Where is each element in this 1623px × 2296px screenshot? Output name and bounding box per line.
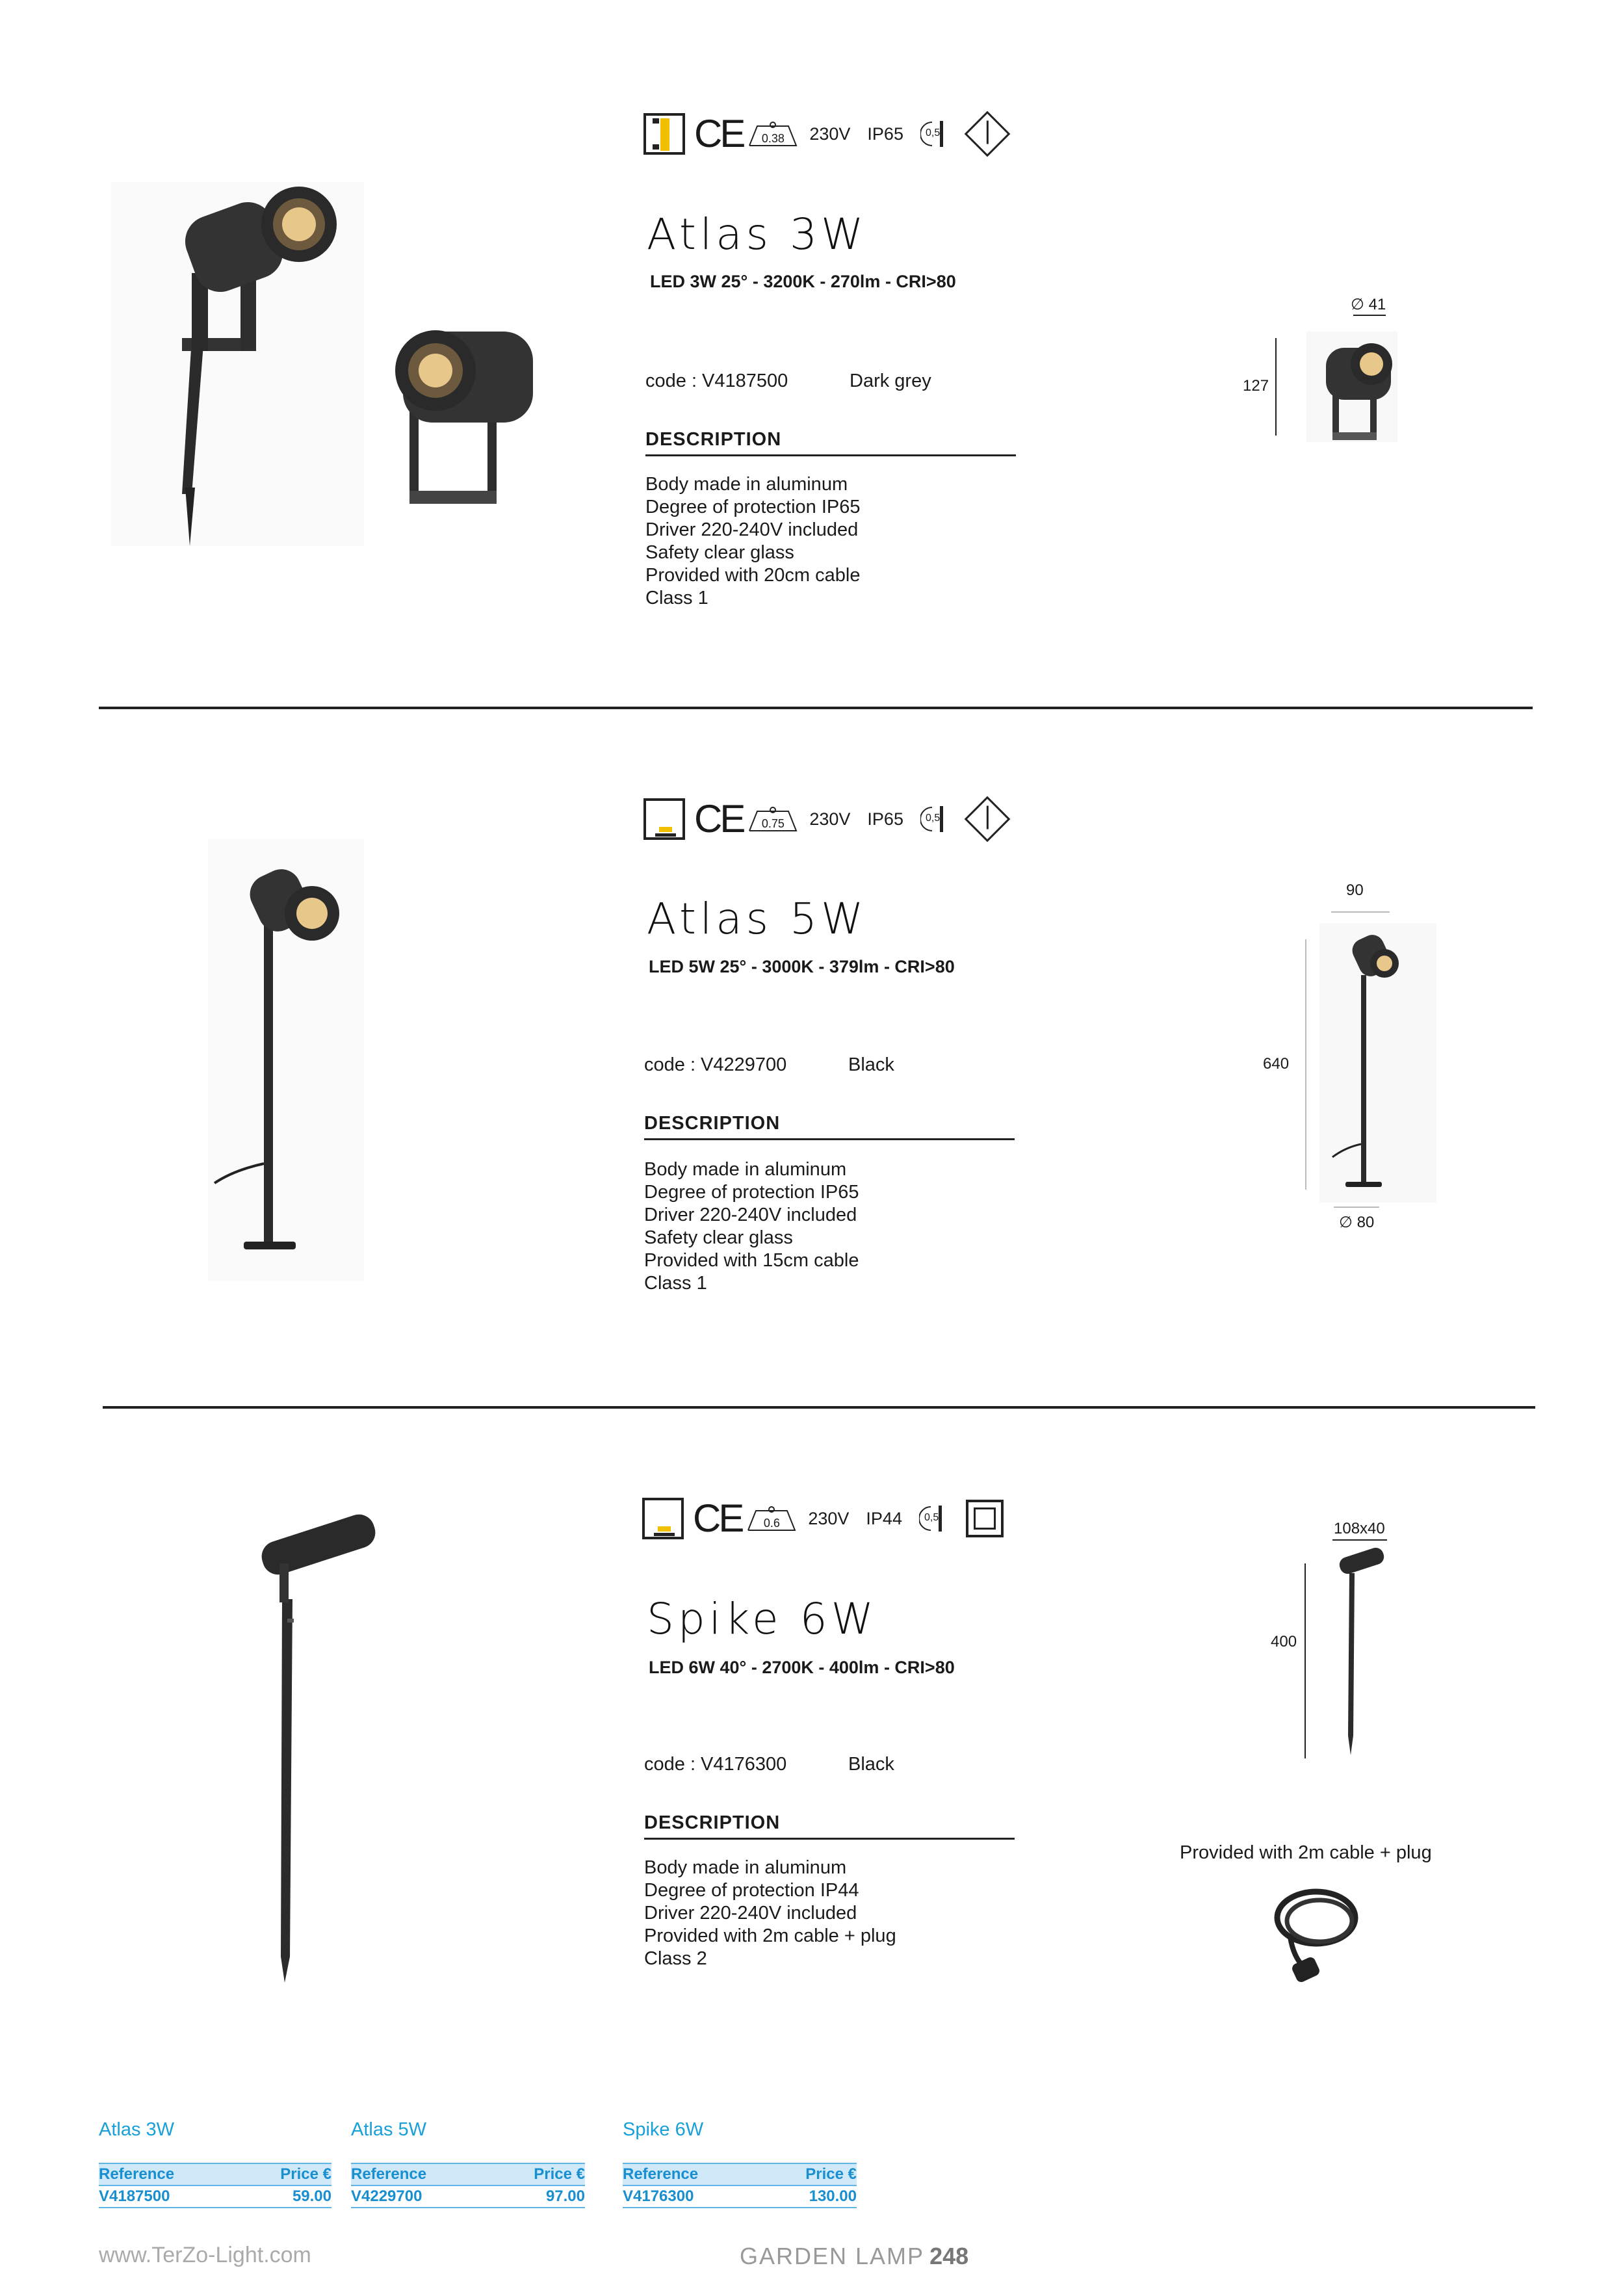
dimension-height: 127	[1243, 377, 1269, 395]
section-divider	[99, 707, 1533, 709]
section-divider	[103, 1406, 1535, 1409]
voltage-label: 230V	[808, 1508, 850, 1528]
ce-mark-icon: CE	[694, 797, 744, 841]
led-module-icon	[643, 113, 685, 155]
description-item: Class 1	[645, 588, 708, 608]
description-heading: DESCRIPTION	[644, 1812, 1015, 1840]
cable-plug-photo	[1264, 1872, 1368, 1989]
atlas-3w-bracket-photo	[390, 325, 546, 514]
dimension-height: 640	[1263, 1055, 1290, 1073]
product-title: Atlas 5W	[647, 894, 868, 944]
dimension-line	[1334, 1207, 1379, 1208]
description-heading: DESCRIPTION	[645, 429, 1016, 456]
price-header: Price €	[534, 2165, 585, 2183]
price-table-atlas-5w	[351, 2163, 585, 2208]
reference-header: Reference	[623, 2165, 699, 2183]
product-title: Atlas 3W	[647, 209, 868, 259]
description-list	[644, 1857, 896, 1970]
voltage-label: 230V	[809, 124, 851, 144]
certification-icons	[643, 108, 1004, 160]
certification-icons	[643, 793, 1004, 845]
description-item: Degree of protection IP44	[644, 1880, 859, 1901]
dimension-line	[1353, 315, 1386, 316]
description-item: Driver 220-240V included	[644, 1205, 857, 1225]
product-title: Spike 6W	[647, 1594, 877, 1644]
price-cell: 130.00	[809, 2187, 857, 2205]
voltage-label: 230V	[809, 809, 851, 829]
product-color: Black	[848, 1054, 894, 1075]
class-1-icon	[965, 111, 1011, 157]
product-code: code : V4176300	[644, 1754, 787, 1775]
ip-rating: IP44	[866, 1508, 902, 1528]
class-2-icon	[966, 1500, 1004, 1537]
dimension-size: 108x40	[1334, 1520, 1385, 1537]
price-table-title: Atlas 3W	[99, 2119, 175, 2140]
class-1-icon	[965, 796, 1011, 842]
dimension-base-diameter: ∅ 80	[1339, 1214, 1375, 1231]
ce-mark-icon: CE	[693, 1496, 742, 1540]
dimension-width: 90	[1346, 881, 1364, 899]
description-heading: DESCRIPTION	[644, 1113, 1015, 1140]
reference-header: Reference	[351, 2165, 427, 2183]
dimension-line	[1305, 1563, 1306, 1758]
dimension-height: 400	[1271, 1633, 1297, 1650]
dimension-line	[1275, 338, 1277, 436]
product-color: Black	[848, 1754, 894, 1775]
reference-cell: V4176300	[623, 2187, 694, 2205]
description-item: Body made in aluminum	[644, 1857, 847, 1878]
atlas-3w-dimension-photo	[1306, 332, 1397, 442]
description-item: Body made in aluminum	[644, 1159, 847, 1180]
dimension-line	[1305, 939, 1306, 1190]
table-row	[623, 2186, 857, 2208]
energy-triangle-icon: 0.6	[747, 1506, 796, 1532]
atlas-3w-spike-photo	[110, 182, 364, 546]
led-module-icon	[643, 798, 685, 840]
page-number: 248	[929, 2243, 969, 2269]
accessory-caption: Provided with 2m cable + plug	[1180, 1842, 1432, 1863]
ce-mark-icon: CE	[694, 112, 744, 155]
footer-section	[740, 2243, 968, 2270]
distance-icon: 0,5	[920, 120, 944, 148]
product-code: code : V4229700	[644, 1054, 787, 1075]
description-item: Safety clear glass	[645, 542, 794, 563]
table-header-row	[99, 2163, 331, 2186]
table-header-row	[623, 2163, 857, 2186]
description-list	[644, 1158, 859, 1295]
product-spec: LED 6W 40° - 2700K - 400lm - CRI>80	[649, 1658, 955, 1677]
energy-triangle-icon: 0.75	[748, 806, 798, 832]
atlas-5w-photo	[208, 839, 364, 1281]
product-code: code : V4187500	[645, 371, 788, 391]
distance-icon: 0,5	[919, 1504, 942, 1533]
footer-section-label: GARDEN LAMP	[740, 2243, 925, 2269]
price-table-title: Spike 6W	[623, 2119, 704, 2140]
product-spec: LED 3W 25° - 3200K - 270lm - CRI>80	[650, 272, 956, 291]
dimension-line	[1332, 1539, 1387, 1541]
price-header: Price €	[280, 2165, 331, 2183]
dimension-line	[1331, 911, 1390, 913]
price-table-spike-6w	[623, 2163, 857, 2208]
description-item: Class 1	[644, 1273, 707, 1294]
description-item: Driver 220-240V included	[645, 519, 859, 540]
description-item: Class 2	[644, 1948, 707, 1969]
dimension-diameter: ∅ 41	[1351, 296, 1386, 313]
product-color: Dark grey	[850, 371, 931, 391]
reference-cell: V4229700	[351, 2187, 422, 2205]
footer-website: www.TerZo-Light.com	[99, 2243, 311, 2267]
price-cell: 59.00	[292, 2187, 331, 2205]
description-item: Provided with 2m cable + plug	[644, 1925, 896, 1946]
description-item: Provided with 15cm cable	[644, 1250, 859, 1271]
description-item: Safety clear glass	[644, 1227, 793, 1248]
spike-6w-photo	[253, 1502, 383, 1996]
description-list	[645, 473, 860, 610]
price-table-title: Atlas 5W	[351, 2119, 427, 2140]
certification-icons	[642, 1493, 1004, 1545]
price-table-atlas-3w	[99, 2163, 331, 2208]
description-item: Degree of protection IP65	[644, 1182, 859, 1203]
reference-header: Reference	[99, 2165, 175, 2183]
table-header-row	[351, 2163, 585, 2186]
led-module-icon	[642, 1498, 684, 1539]
table-row	[99, 2186, 331, 2208]
product-spec: LED 5W 25° - 3000K - 379lm - CRI>80	[649, 957, 955, 976]
description-item: Degree of protection IP65	[645, 497, 861, 517]
reference-cell: V4187500	[99, 2187, 170, 2205]
description-item: Provided with 20cm cable	[645, 565, 861, 586]
distance-icon: 0,5	[920, 805, 944, 833]
ip-rating: IP65	[867, 124, 903, 144]
price-header: Price €	[805, 2165, 857, 2183]
description-item: Driver 220-240V included	[644, 1903, 857, 1924]
atlas-5w-dimension-photo	[1319, 923, 1436, 1203]
spike-6w-dimension-photo	[1326, 1547, 1397, 1762]
ip-rating: IP65	[867, 809, 903, 829]
energy-triangle-icon: 0.38	[748, 121, 798, 147]
price-cell: 97.00	[545, 2187, 585, 2205]
table-row	[351, 2186, 585, 2208]
description-item: Body made in aluminum	[645, 474, 848, 495]
